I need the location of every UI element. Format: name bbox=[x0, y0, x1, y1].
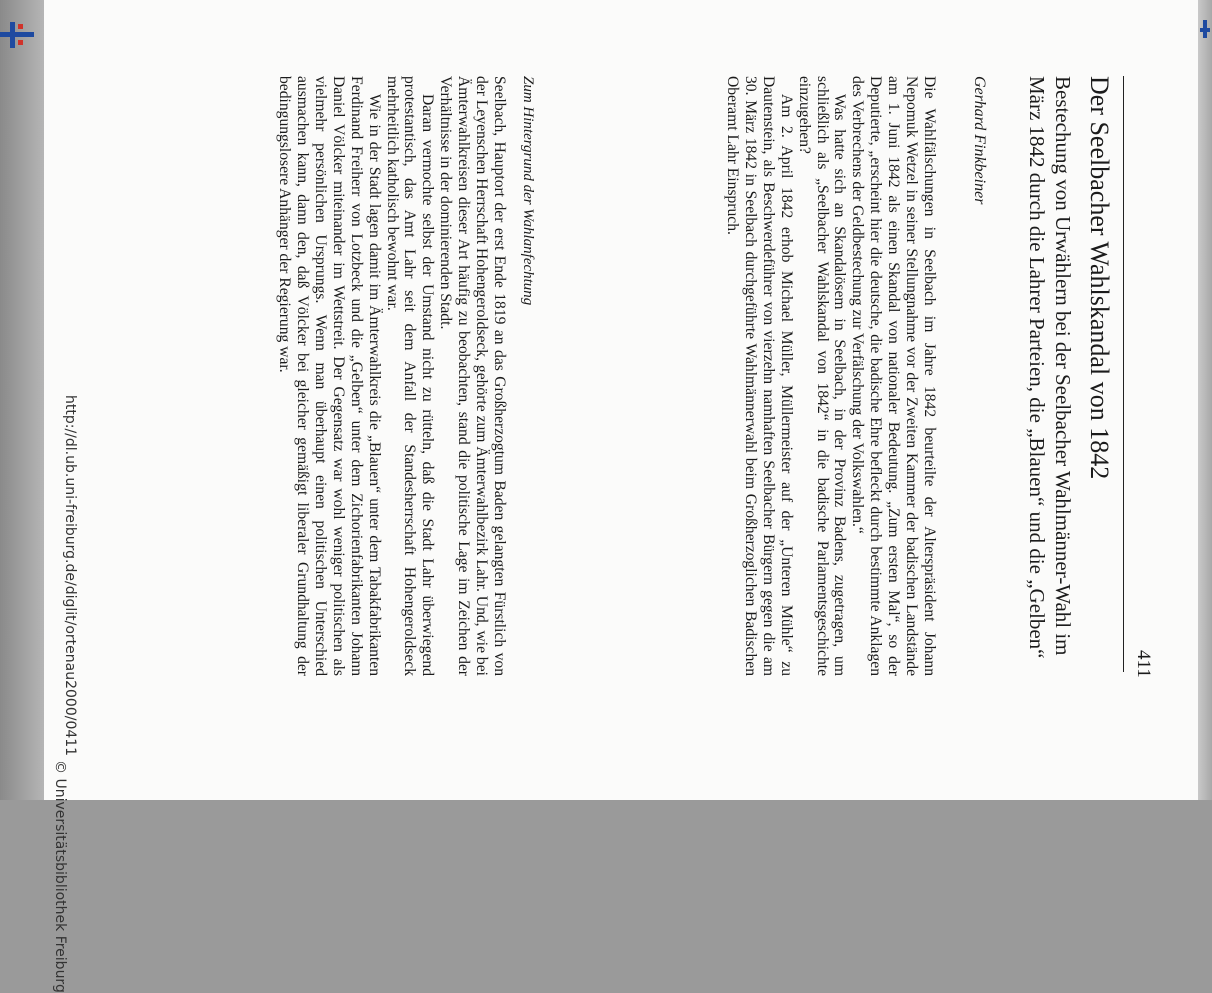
viewer-left-strip bbox=[0, 0, 44, 800]
ub-freiburg-logo-icon-right bbox=[1200, 20, 1210, 42]
section-text bbox=[275, 76, 508, 676]
header-rule bbox=[1123, 76, 1124, 672]
article-subtitle: Bestechung von Urwählern bei der Seelbacher Wahlmänner-Wahl im März 1842 durch die Lahrer Parteien, die „Blauen“ und die „Gelben“ bbox=[1025, 76, 1075, 659]
source-url: http://dl.ub.uni-freiburg.de/diglit/ortenau2000/0411 bbox=[62, 395, 78, 757]
paragraph: Was hatte sich an Skandalösem in Seelbach, in der Provinz Badens, zugetragen, um schließlich als „Seelbacher Wahlskandal von 1842“ in die badische Parlamentsgeschichte einzugehen? bbox=[795, 76, 849, 676]
copyright-notice: © Universitätsbibliothek Freiburg bbox=[52, 760, 68, 993]
section-heading: Zum Hintergrund der Wahlanfechtung bbox=[520, 76, 536, 306]
paragraph: Die Wahlfälschungen in Seelbach im Jahre 1842 beurteilte der Alterspräsident Johann Nepomuk Wetzel in seiner Stellungnahme vor der Zweiten Kammer der badischen Landstände am 1. Juni 1842 als einen Skandal von nationaler Bedeutung. „Zum ersten Mal“, so der Deputierte, „erscheint hier die deutsche, die badische Ehre befleckt durch bestimmte Anklagen des Verbrechens der Geldbestechung zur Verfälschung der Volkswahlen.“ bbox=[849, 76, 938, 676]
intro-text bbox=[723, 76, 938, 676]
paragraph: Seelbach, Hauptort der erst Ende 1819 an das Großherzogtum Baden gelangten Fürstlich von der Leyenschen Herrschaft Hohengeroldseck, gehörte zum Ämterwahlbezirk Lahr. Und, wie bei Ämterwahlkreisen dieser Art häufig zu beobachten, stand die politische Lage im Zeichen der Verhältnisse in der dominierenden Stadt. bbox=[437, 76, 508, 676]
article-title: Der Seelbacher Wahlskandal von 1842 bbox=[1085, 76, 1114, 480]
paragraph: Wie in der Stadt lagen damit im Ämterwahlkreis die „Blauen“ unter dem Tabakfabrikanten Ferdinand Freiherr von Lotzbeck und die „Gelben“ unter dem Zichorienfabrikanten Johann Daniel Völcker miteinander im Wettstreit. Der Gegensatz war wohl weniger politischen als vielmehr persönlichen Ursprungs. Wenn man überhaupt einen politischen Unterschied ausmachen kann, dann den, daß Völcker bei gleicher gemäßigt liberaler Grundhaltung der bedingungslosere Anhänger der Regierung war. bbox=[276, 76, 383, 676]
paragraph: Am 2. April 1842 erhob Michael Müller, Müllermeister auf der „Unteren Mühle“ zu Dautenstein, als Beschwerdeführer von vierzehn namhaften Seelbacher Bürgern gegen die am 30. März 1842 in Seelbach durchgeführte Wahlmännerwahl beim Großherzoglichen Badischen Oberamt Lahr Einspruch. bbox=[724, 76, 795, 676]
scanned-page bbox=[44, 0, 1198, 993]
rotated-page-content bbox=[44, 0, 1198, 993]
paragraph: Daran vermochte selbst der Umstand nicht zu rütteln, daß die Stadt Lahr überwiegend protestantisch, das Amt Lahr seit dem Anfall der Standesherrschaft Hohengeroldseck mehrheitlich katholisch bewohnt war. bbox=[383, 76, 437, 676]
ub-freiburg-logo-icon bbox=[0, 22, 36, 50]
article-author: Gerhard Finkbeiner bbox=[971, 76, 988, 205]
viewer-right-strip bbox=[1198, 0, 1212, 800]
page-number: 411 bbox=[1133, 650, 1154, 678]
